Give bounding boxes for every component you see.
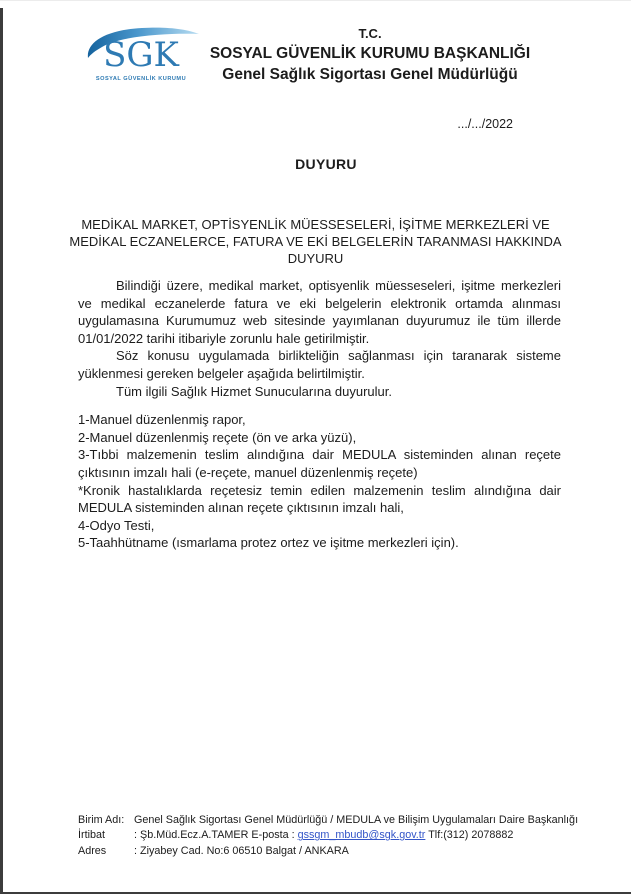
header-dept: Genel Sağlık Sigortası Genel Müdürlüğü (222, 66, 518, 83)
footer-contact-row (78, 828, 583, 843)
paragraph-1: Bilindiği üzere, medikal market, optisyenlik müesseseleri, işitme merkezleri ve medikal eczanelerde fatura ve eki belgelerin elektronik ortamda alınması uygulamasına Kurumumuz web sitesinde yayımlanan duyurumuz ile tüm illerde 01/01/2022 tarihi itibariyle zorunlu hale getirilmiştir. (78, 278, 561, 346)
subject-heading: MEDİKAL MARKET, OPTİSYENLİK MÜESSESELERİ, İŞİTME MERKEZLERİ VE MEDİKAL ECZANELERCE, FATURA VE EKİ BELGELERİN TARANMASI HAKKINDA DUYURU (69, 217, 562, 266)
footer-address-label: Adres (78, 844, 107, 857)
list-item: *Kronik hastalıklarda reçetesiz temin edilen malzemenin teslim alındığına dair MEDULA sisteminden alınan reçete çıktısının imzalı hali, (78, 482, 561, 516)
footer-address-row (78, 844, 583, 859)
scan-edge-top (0, 0, 631, 1)
sgk-logo-text: SGK (103, 35, 179, 75)
footer-phone: Tlf:(312) 2078882 (425, 829, 514, 842)
footer-unit-row (78, 813, 583, 828)
list-item: 4-Odyo Testi, (78, 517, 155, 533)
list-item: 5-Taahhütname (ısmarlama protez ortez ve işitme merkezleri için). (78, 535, 459, 551)
email-link[interactable]: gssgm_mbudb@sgk.gov.tr (297, 829, 426, 842)
list-item: 3-Tıbbi malzemenin teslim alındığına dair MEDULA sisteminden alınan reçete çıktısının imzalı hali (e-reçete, manuel düzenlenmiş reçete) (78, 447, 561, 480)
footer-contact-label: İrtibat (78, 829, 106, 842)
document-list (78, 411, 561, 552)
list-item: 1-Manuel düzenlenmiş rapor, (78, 412, 246, 428)
footer-contact (78, 813, 583, 859)
announcement-title: DUYURU (295, 156, 357, 172)
footer-unit-label: Birim Adı: (78, 814, 125, 826)
paragraph-3: Tüm ilgili Sağlık Hizmet Sunucularına duyurulur. (116, 383, 393, 399)
sgk-logo-caption: SOSYAL GÜVENLİK KURUMU (95, 76, 187, 82)
footer-unit-value: Genel Sağlık Sigortası Genel Müdürlüğü / MEDULA ve Bilişim Uygulamaları Daire Başkanlığı (134, 814, 579, 826)
header-tc: T.C. (358, 26, 382, 41)
footer-contact-pre: : Şb.Müd.Ecz.A.TAMER E-posta : (134, 829, 298, 842)
document-date: .../.../2022 (457, 117, 513, 131)
document-body (78, 277, 561, 552)
paragraph-2: Söz konusu uygulamada birlikteliğin sağlanması için taranarak sisteme yüklenmesi gereken belgeler aşağıda belirtilmiştir. (78, 348, 561, 381)
list-item: 2-Manuel düzenlenmiş reçete (ön ve arka yüzü), (78, 429, 357, 445)
letterhead (110, 24, 630, 85)
header-org: SOSYAL GÜVENLİK KURUMU BAŞKANLIĞI (209, 45, 531, 62)
scan-edge-left (0, 8, 3, 894)
footer-address-value: : Ziyabey Cad. No:6 06510 Balgat / ANKARA (134, 844, 349, 857)
